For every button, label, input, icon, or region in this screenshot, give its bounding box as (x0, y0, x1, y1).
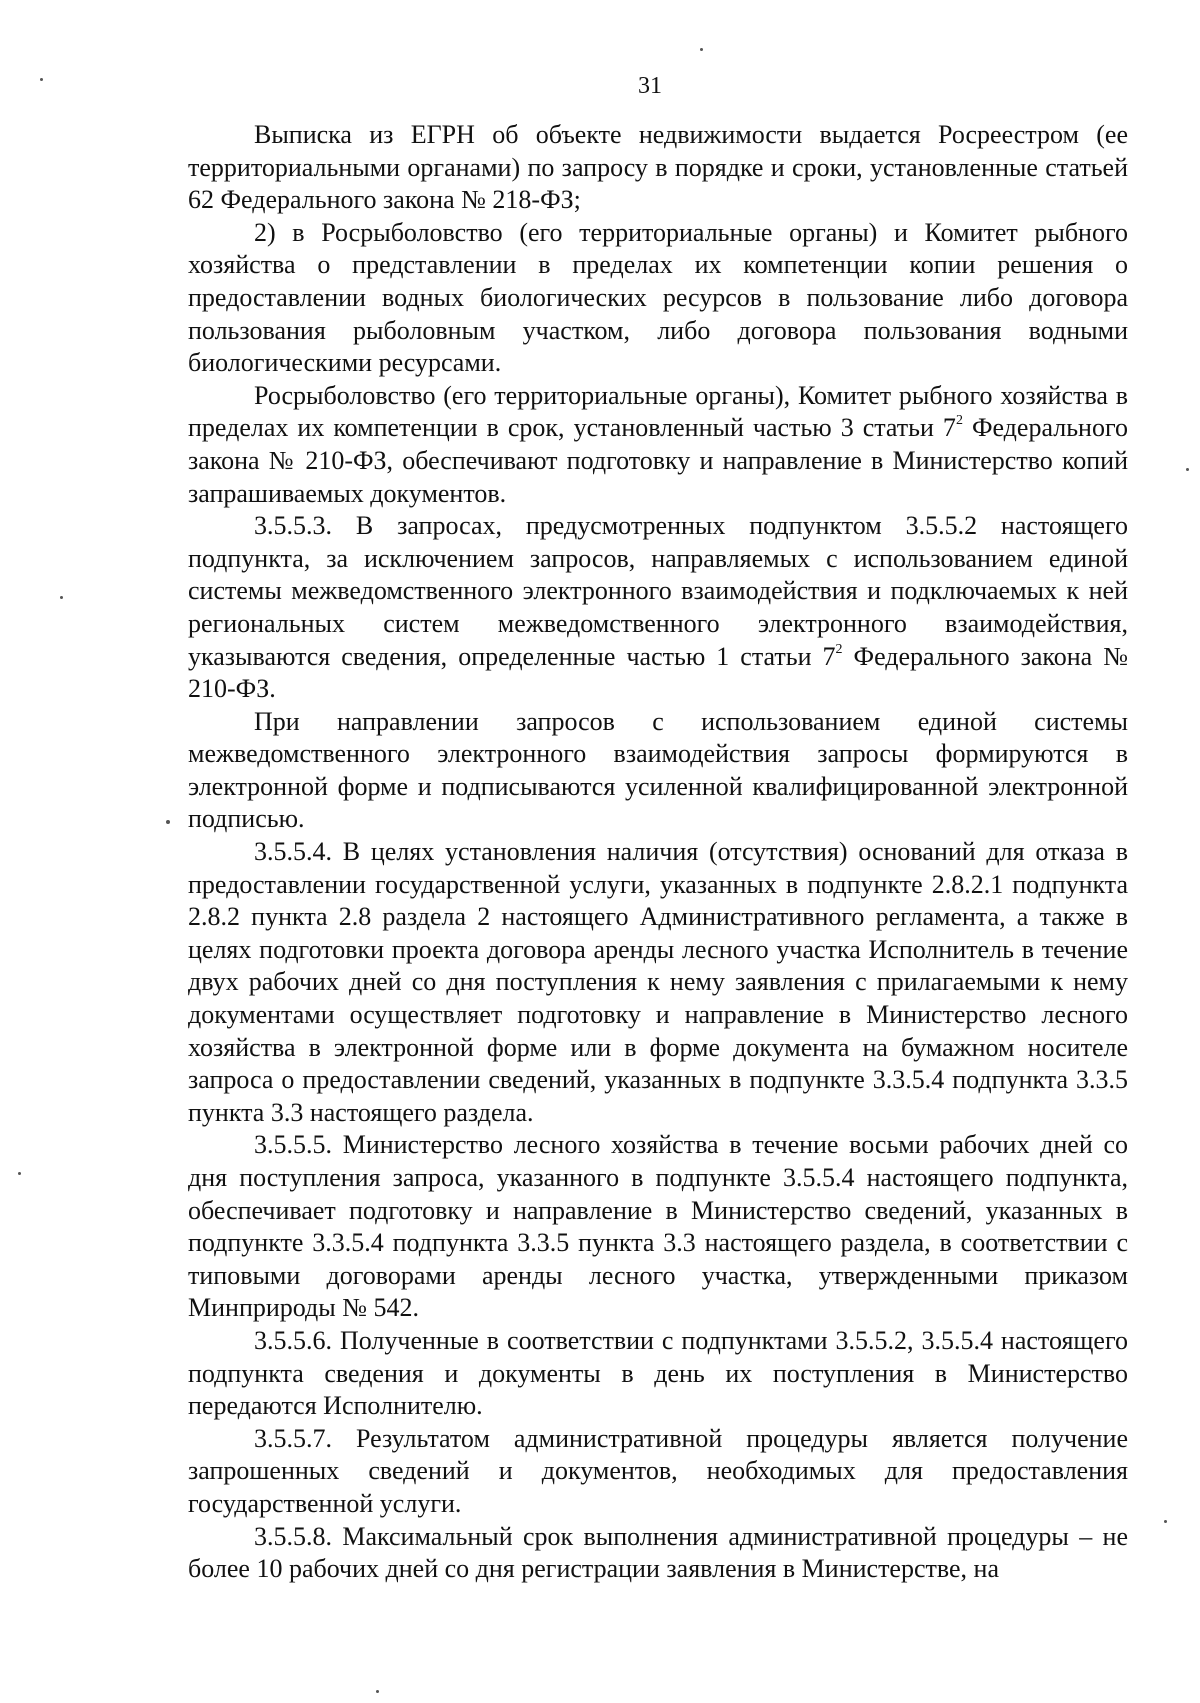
paragraph-rosrybolovstvo-request: 2) в Росрыболовство (его территориальные органы) и Комитет рыбного хозяйства о представлении в пределах их компетенции копии решения о предоставлении водных биологических ресурсов в пользование либо договора пользования рыболовным участком, либо договора пользования водными биологическими ресурсами. (188, 217, 1128, 378)
scan-speck (18, 1172, 21, 1175)
paragraph-text-before: 3.5.5.3. В запросах, предусмотренных подпунктом 3.5.5.2 настоящего подпункта, за исключением запросов, направляемых с использованием единой системы межведомственного электронного взаимодействия и подключаемых к ней региональных систем межведомственного электронного взаимодействия, указываются сведения, определенные частью 1 статьи 7 (188, 511, 1128, 671)
scan-speck (60, 596, 63, 599)
scan-speck (376, 1690, 379, 1693)
scan-speck (166, 820, 170, 824)
paragraph-3-5-5-8: 3.5.5.8. Максимальный срок выполнения административной процедуры – не более 10 рабочих дней со дня регистрации заявления в Министерстве, на (188, 1521, 1128, 1584)
paragraph-3-5-5-6: 3.5.5.6. Полученные в соответствии с подпунктами 3.5.5.2, 3.5.5.4 настоящего подпункта сведения и документы в день их поступления в Министерство передаются Исполнителю. (188, 1325, 1128, 1421)
paragraph-egrn-extract: Выписка из ЕГРН об объекте недвижимости выдается Росреестром (ее территориальными органами) по запросу в порядке и сроки, установленные статьей 62 Федерального закона № 218-ФЗ; (188, 120, 1128, 215)
paragraph-rosrybolovstvo-response (188, 380, 1128, 510)
paragraph-text-after: Федерального закона № 210-ФЗ. (188, 641, 1129, 704)
paragraph-3-5-5-4: 3.5.5.4. В целях установления наличия (отсутствия) оснований для отказа в предоставлении государственной услуги, указанных в подпункте 2.8.2.1 подпункта 2.8.2 пункта 2.8 раздела 2 настоящего Административного регламента, а также в целях подготовки проекта договора аренды лесного участка Исполнитель в течение двух рабочих дней со дня поступления к нему заявления с прилагаемыми к нему документами осуществляет подготовку и направление в Министерство лесного хозяйства в электронной форме или в форме документа на бумажном носителе запроса о предоставлении сведений, указанных в подпункте 3.3.5.4 подпункта 3.3.5 пункта 3.3 настоящего раздела. (188, 837, 1128, 1127)
document-body (188, 119, 1128, 1586)
paragraph-text-before: Росрыболовство (его территориальные органы), Комитет рыбного хозяйства в пределах их компетенции в срок, установленный частью 3 статьи 7 (188, 380, 1128, 443)
paragraph-electronic-requests: При направлении запросов с использованием единой системы межведомственного электронного взаимодействия запросы формируются в электронной форме и подписываются усиленной квалифицированной электронной подписью. (188, 706, 1128, 834)
scan-speck (40, 78, 43, 81)
scan-speck (1164, 1520, 1167, 1523)
scan-speck (700, 48, 703, 51)
paragraph-3-5-5-5: 3.5.5.5. Министерство лесного хозяйства в течение восьми рабочих дней со дня поступления запроса, указанного в подпункте 3.5.5.4 настоящего подпункта, обеспечивает подготовку и направление в Министерство сведений, указанных в подпункте 3.3.5.4 подпункта 3.3.5 пункта 3.3 настоящего раздела, в соответствии с типовыми договорами аренды лесного участка, утвержденными приказом Минприроды № 542. (188, 1130, 1128, 1323)
paragraph-3-5-5-7: 3.5.5.7. Результатом административной процедуры является получение запрошенных сведений и документов, необходимых для предоставления государственной услуги. (188, 1423, 1128, 1518)
page-number: 31 (638, 73, 662, 99)
superscript: 2 (835, 641, 843, 657)
superscript: 2 (955, 413, 963, 429)
paragraph-3-5-5-3 (188, 510, 1128, 706)
paragraph-text-after: Федерального закона № 210-ФЗ, обеспечивают подготовку и направление в Министерство копий запрашиваемых документов. (188, 413, 1128, 508)
scan-speck (1186, 468, 1189, 471)
